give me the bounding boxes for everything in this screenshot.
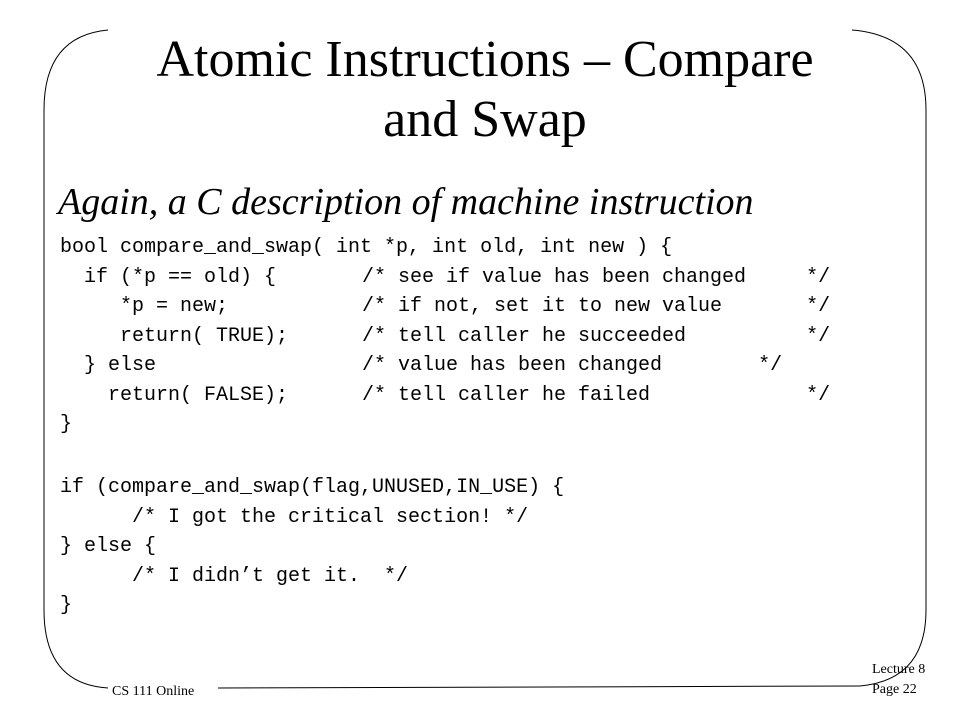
code-line: if (compare_and_swap(flag,UNUSED,IN_USE) { [60,476,565,499]
slide-subtitle: Again, a C description of machine instruction [58,181,754,223]
footer-page: Page 22 [872,682,917,697]
frame-bottom-left-arc [44,610,108,688]
code-line: } [60,413,73,436]
code-comment: /* tell caller he failed */ [362,383,831,407]
slide-title [60,30,910,150]
title-line-2: and Swap [383,91,587,148]
code-line: bool compare_and_swap( int *p, int old, int new ) { [60,236,673,259]
code-line: if (*p == old) { [60,265,277,289]
title-line-1: Atomic Instructions – Compare [156,31,814,88]
code-comment: /* value has been changed */ [362,354,783,377]
code-line: } else [60,354,157,377]
code-comment: /* tell caller he succeeded */ [362,324,831,348]
code-comment: /* see if value has been changed */ [362,265,831,289]
code-line: return( FALSE); [60,383,289,407]
code-line: /* I got the critical section! */ [60,505,529,529]
footer-lecture: Lecture 8 [872,662,926,677]
code-line: *p = new; [60,295,229,318]
code-line: return( TRUE); [60,324,289,348]
frame-bottom-edge [218,686,860,688]
code-line: } [60,594,73,617]
code-comment: /* if not, set it to new value */ [362,295,831,318]
footer-course: CS 111 Online [112,684,195,699]
code-line: /* I didn’t get it. */ [60,564,409,588]
code-line: } else { [60,535,157,558]
footer-lecture-page [872,660,925,700]
